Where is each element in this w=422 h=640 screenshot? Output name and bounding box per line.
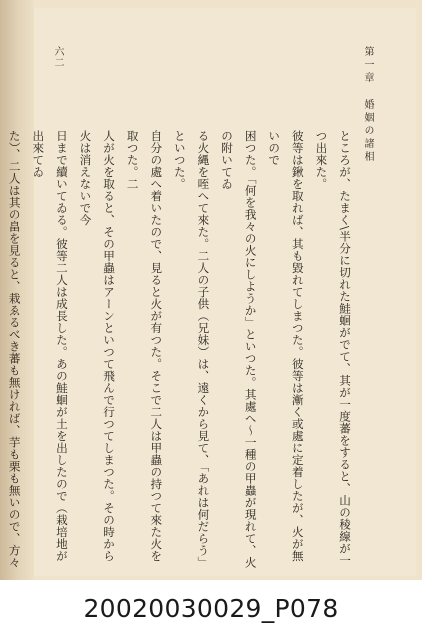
body-line: 彼等は鍬を取れば、其も毀れてしまつた。彼等は漸く或處に定着したが、火が無いので [267, 130, 305, 562]
body-line: ところが、たまく\半分に切れた鮭蛔がでて、其が一度蕃をすると、山の稜線が一つ出來た。 [314, 130, 352, 567]
body-line: 日まで續いてゐる。彼等二人は成長した。あの鮭蛔が土を出したので（栽培地が出來てゐ [31, 130, 69, 562]
image-caption: 20020030029_P078 [83, 594, 339, 623]
body-text [7, 130, 356, 572]
chapter-title: 第一章 婚姻の諸相 [362, 46, 373, 164]
body-line: る火縄を咥へて來た。二人の子供（兄妹）は、遠くから見て、「あれは何だらう」といつた。 [172, 130, 211, 569]
body-line: 人が火を取ると、その甲蟲はアーンといつて飛んで行つてしまつた。その時から火は消えないで今 [78, 130, 117, 562]
body-line: 自分の處へ着いたので、見ると火が有つた。そこで二人は甲蟲の持つて來た火を取つた。二 [125, 130, 164, 562]
page-number: 六二 [52, 46, 63, 68]
body-line: た）、二人は其の畠を見ると、栽ゑるべき蕃も無ければ、芋も栗も無いので、方々 [7, 130, 22, 569]
body-line: 困つた。「何を我々の火にしようか」といつた。其處へ〜一種の甲蟲が現れて、火の附いてゐ [220, 130, 258, 569]
